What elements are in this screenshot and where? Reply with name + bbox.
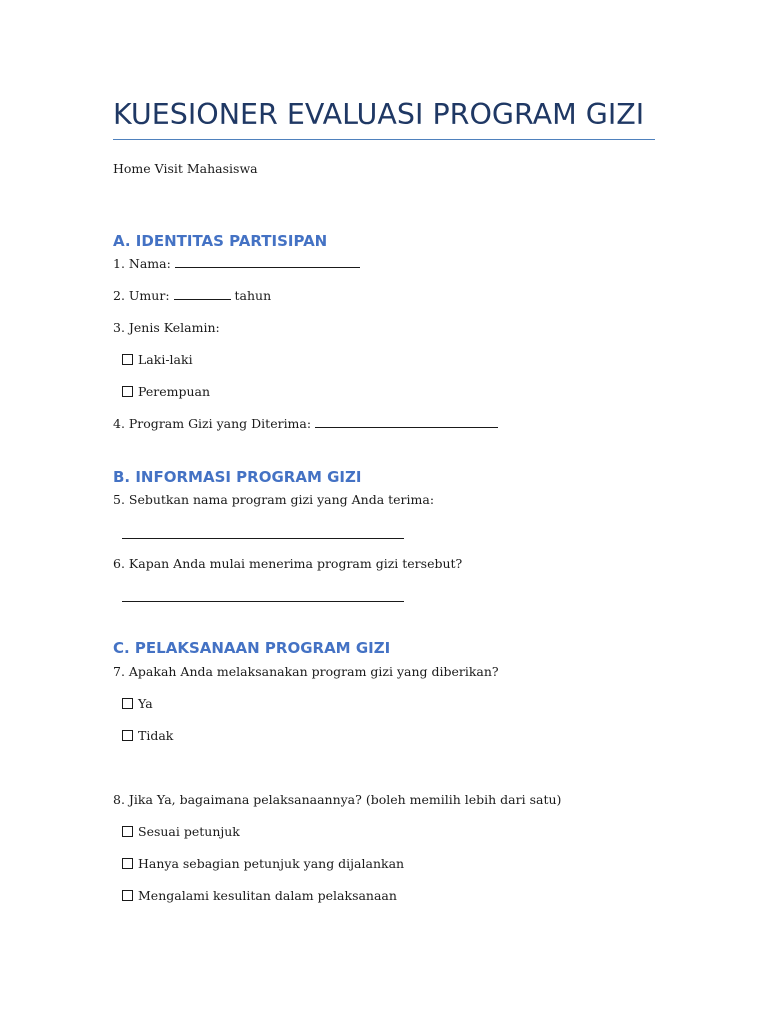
- q8-option-2[interactable]: [122, 856, 404, 872]
- question-7-label: 7. Apakah Anda melaksanakan program gizi yang diberikan?: [113, 664, 499, 679]
- checkbox-icon[interactable]: [122, 698, 133, 709]
- q7-option-yes[interactable]: [122, 696, 153, 712]
- q8-option-3[interactable]: [122, 888, 397, 904]
- option-label: Ya: [138, 696, 153, 711]
- checkbox-icon[interactable]: [122, 354, 133, 365]
- checkbox-icon[interactable]: [122, 858, 133, 869]
- q8-option-1[interactable]: [122, 824, 240, 840]
- name-answer-blank[interactable]: [175, 256, 360, 268]
- option-label: Perempuan: [138, 384, 211, 399]
- question-8-label: 8. Jika Ya, bagaimana pelaksanaannya? (boleh memilih lebih dari satu): [113, 792, 562, 807]
- question-4-label: 4. Program Gizi yang Diterima:: [113, 416, 312, 431]
- section-c-heading: C. PELAKSANAAN PROGRAM GIZI: [113, 639, 391, 657]
- question-1: [113, 256, 360, 272]
- option-label: Sesuai petunjuk: [138, 824, 240, 839]
- checkbox-icon[interactable]: [122, 826, 133, 837]
- checkbox-icon[interactable]: [122, 890, 133, 901]
- question-6-answer-line[interactable]: [122, 601, 404, 602]
- age-answer-blank[interactable]: [174, 288, 231, 300]
- option-label: Mengalami kesulitan dalam pelaksanaan: [138, 888, 397, 903]
- document-subtitle: Home Visit Mahasiswa: [113, 161, 258, 176]
- question-2: [113, 288, 271, 304]
- gender-option-male[interactable]: [122, 352, 193, 368]
- checkbox-icon[interactable]: [122, 730, 133, 741]
- q7-option-no[interactable]: [122, 728, 173, 744]
- program-answer-blank[interactable]: [315, 416, 498, 428]
- option-label: Tidak: [138, 728, 174, 743]
- document-title: KUESIONER EVALUASI PROGRAM GIZI: [113, 98, 645, 131]
- option-label: Hanya sebagian petunjuk yang dijalankan: [138, 856, 405, 871]
- question-1-label: 1. Nama:: [113, 256, 171, 271]
- section-a-heading: A. IDENTITAS PARTISIPAN: [113, 232, 328, 250]
- checkbox-icon[interactable]: [122, 386, 133, 397]
- question-6-label: 6. Kapan Anda mulai menerima program gizi tersebut?: [113, 556, 463, 571]
- age-unit-label: tahun: [234, 288, 272, 303]
- question-5-label: 5. Sebutkan nama program gizi yang Anda terima:: [113, 492, 435, 507]
- question-2-label: 2. Umur:: [113, 288, 170, 303]
- question-5-answer-line[interactable]: [122, 538, 404, 539]
- gender-option-female[interactable]: [122, 384, 210, 400]
- section-b-heading: B. INFORMASI PROGRAM GIZI: [113, 468, 362, 486]
- question-4: [113, 416, 498, 432]
- question-3-label: 3. Jenis Kelamin:: [113, 320, 220, 335]
- title-divider: [113, 139, 655, 140]
- option-label: Laki-laki: [138, 352, 193, 367]
